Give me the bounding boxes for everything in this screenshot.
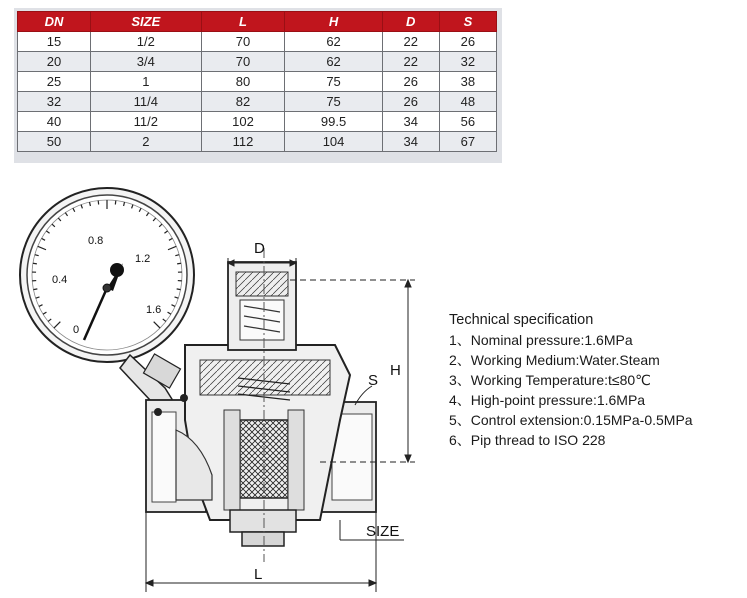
spec-item: 3、Working Temperature:t≤80℃ <box>449 372 651 388</box>
col-header-h: H <box>285 12 382 32</box>
gauge-tick-mark <box>33 263 37 264</box>
spec-title: Technical specification <box>449 312 594 328</box>
dimension-label-size: SIZE <box>366 523 400 540</box>
table-cell: 11/4 <box>91 92 201 112</box>
table-cell: 1/2 <box>91 32 201 52</box>
table-cell: 75 <box>285 92 382 112</box>
col-header-size: SIZE <box>91 12 201 32</box>
table-cell: 15 <box>18 32 91 52</box>
gauge-tick-label: 1.6 <box>146 304 162 316</box>
gauge-tick-mark <box>177 263 181 264</box>
table-cell: 70 <box>201 52 285 72</box>
table-cell: 62 <box>285 52 382 72</box>
dimension-label-l: L <box>254 566 263 583</box>
table-cell: 34 <box>382 112 439 132</box>
table-cell: 112 <box>201 132 285 152</box>
table-cell: 1 <box>91 72 201 92</box>
table-cell: 38 <box>439 72 496 92</box>
table-cell: 82 <box>201 92 285 112</box>
gauge-tick-mark <box>177 289 181 290</box>
table-cell: 50 <box>18 132 91 152</box>
table-cell: 26 <box>382 92 439 112</box>
table-cell: 3/4 <box>91 52 201 72</box>
table-cell: 26 <box>382 72 439 92</box>
table-cell: 40 <box>18 112 91 132</box>
gauge-tick-label: 0.8 <box>88 235 104 247</box>
dimension-label-d: D <box>254 240 265 257</box>
dimension-label-h: H <box>390 362 401 379</box>
table-cell: 26 <box>439 32 496 52</box>
table-cell: 67 <box>439 132 496 152</box>
spec-item: 6、Pip thread to ISO 228 <box>449 432 606 448</box>
gauge-tick-mark <box>33 289 37 290</box>
gauge-tick-label: 0.4 <box>52 274 68 286</box>
table-cell: 62 <box>285 32 382 52</box>
col-header-l: L <box>201 12 285 32</box>
spec-item: 2、Working Medium:Water.Steam <box>449 352 660 368</box>
pressure-gauge <box>20 188 194 420</box>
table-cell: 32 <box>18 92 91 112</box>
spec-item: 1、Nominal pressure:1.6MPa <box>449 332 633 348</box>
gauge-tick-label: 1.2 <box>135 253 151 265</box>
spec-item: 4、High-point pressure:1.6MPa <box>449 392 646 408</box>
col-header-dn: DN <box>18 12 91 32</box>
table-cell: 25 <box>18 72 91 92</box>
table-cell: 22 <box>382 32 439 52</box>
table-cell: 80 <box>201 72 285 92</box>
table-cell: 22 <box>382 52 439 72</box>
table-cell: 20 <box>18 52 91 72</box>
table-cell: 70 <box>201 32 285 52</box>
dimension-label-s: S <box>368 372 379 389</box>
technical-specification <box>449 310 739 450</box>
table-cell: 104 <box>285 132 382 152</box>
col-header-s: S <box>439 12 496 32</box>
table-cell: 32 <box>439 52 496 72</box>
table-cell: 11/2 <box>91 112 201 132</box>
table-cell: 56 <box>439 112 496 132</box>
gauge-tick-label: 0 <box>73 324 80 336</box>
table-cell: 99.5 <box>285 112 382 132</box>
table-cell: 2 <box>91 132 201 152</box>
table-cell: 75 <box>285 72 382 92</box>
table-cell: 48 <box>439 92 496 112</box>
col-header-d: D <box>382 12 439 32</box>
spec-item: 5、Control extension:0.15MPa-0.5MPa <box>449 412 693 428</box>
table-cell: 34 <box>382 132 439 152</box>
table-cell: 102 <box>201 112 285 132</box>
